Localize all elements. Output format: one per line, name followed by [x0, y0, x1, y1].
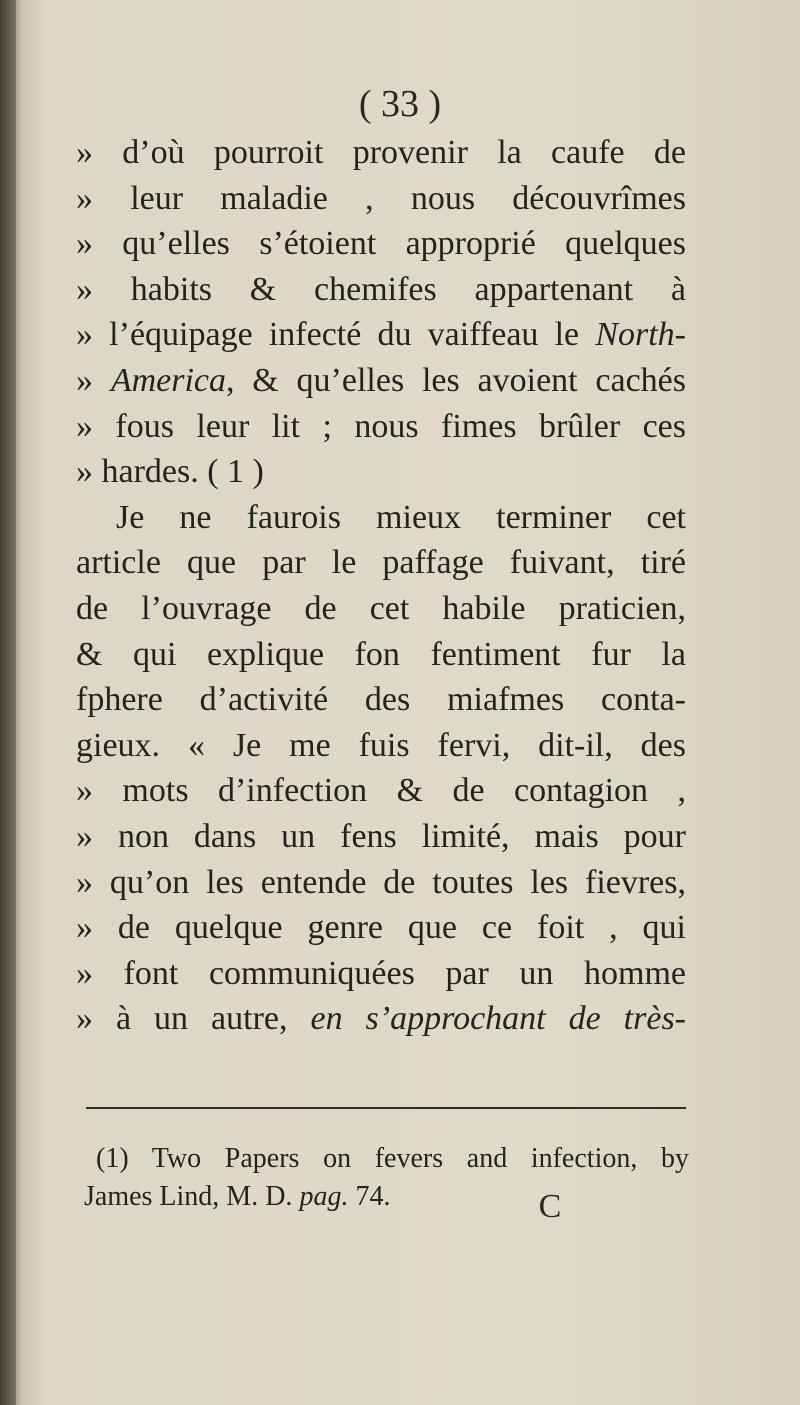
- text-line: » font communiquées par un homme: [76, 954, 686, 992]
- text-line: » America, & qu’elles les avoient cachés: [76, 361, 687, 399]
- text-line: » fous leur lit ; nous fimes brûler ces: [76, 407, 686, 445]
- paragraph-first-line: Je ne faurois mieux terminer cet: [116, 498, 686, 536]
- text-line: fphere d’activité des miafmes conta-: [76, 681, 686, 719]
- text-line: » non dans un fens limité, mais pour: [76, 817, 686, 855]
- text-line: » qu’elles s’étoient approprié quelques: [76, 225, 686, 263]
- text-line: » d’où pourroit provenir la caufe de: [76, 134, 686, 171]
- book-spine-shadow: [0, 0, 16, 1405]
- text-line: gieux. « Je me fuis fervi, dit-il, des: [76, 726, 686, 764]
- main-text: [76, 130, 686, 1042]
- signature-mark: C: [538, 1188, 562, 1225]
- text-line: » qu’on les entende de toutes les fievres,: [76, 863, 686, 901]
- text-line: de l’ouvrage de cet habile praticien,: [76, 589, 686, 627]
- page-number: ( 33 ): [358, 83, 442, 125]
- text-line: » à un autre, en s’approchant de très-: [76, 1000, 686, 1038]
- footnote-rule: [86, 1107, 686, 1109]
- footnote-line: (1) Two Papers on fevers and infection, by: [96, 1143, 689, 1174]
- text-line: » l’équipage infecté du vaiffeau le North-: [76, 316, 686, 354]
- text-line: » mots d’infection & de contagion ,: [76, 772, 686, 810]
- text-line: & qui explique fon fentiment fur la: [76, 635, 686, 673]
- text-line: » leur maladie , nous découvrîmes: [76, 179, 686, 217]
- text-line: » de quelque genre que ce foit , qui: [76, 909, 686, 947]
- footnote: [84, 1140, 689, 1216]
- text-line: » habits & chemifes appartenant à: [76, 270, 686, 308]
- footnote-line: James Lind, M. D. pag. 74.: [84, 1181, 391, 1212]
- text-line: » hardes. ( 1 ): [76, 453, 264, 491]
- text-line: article que par le paffage fuivant, tiré: [76, 544, 686, 582]
